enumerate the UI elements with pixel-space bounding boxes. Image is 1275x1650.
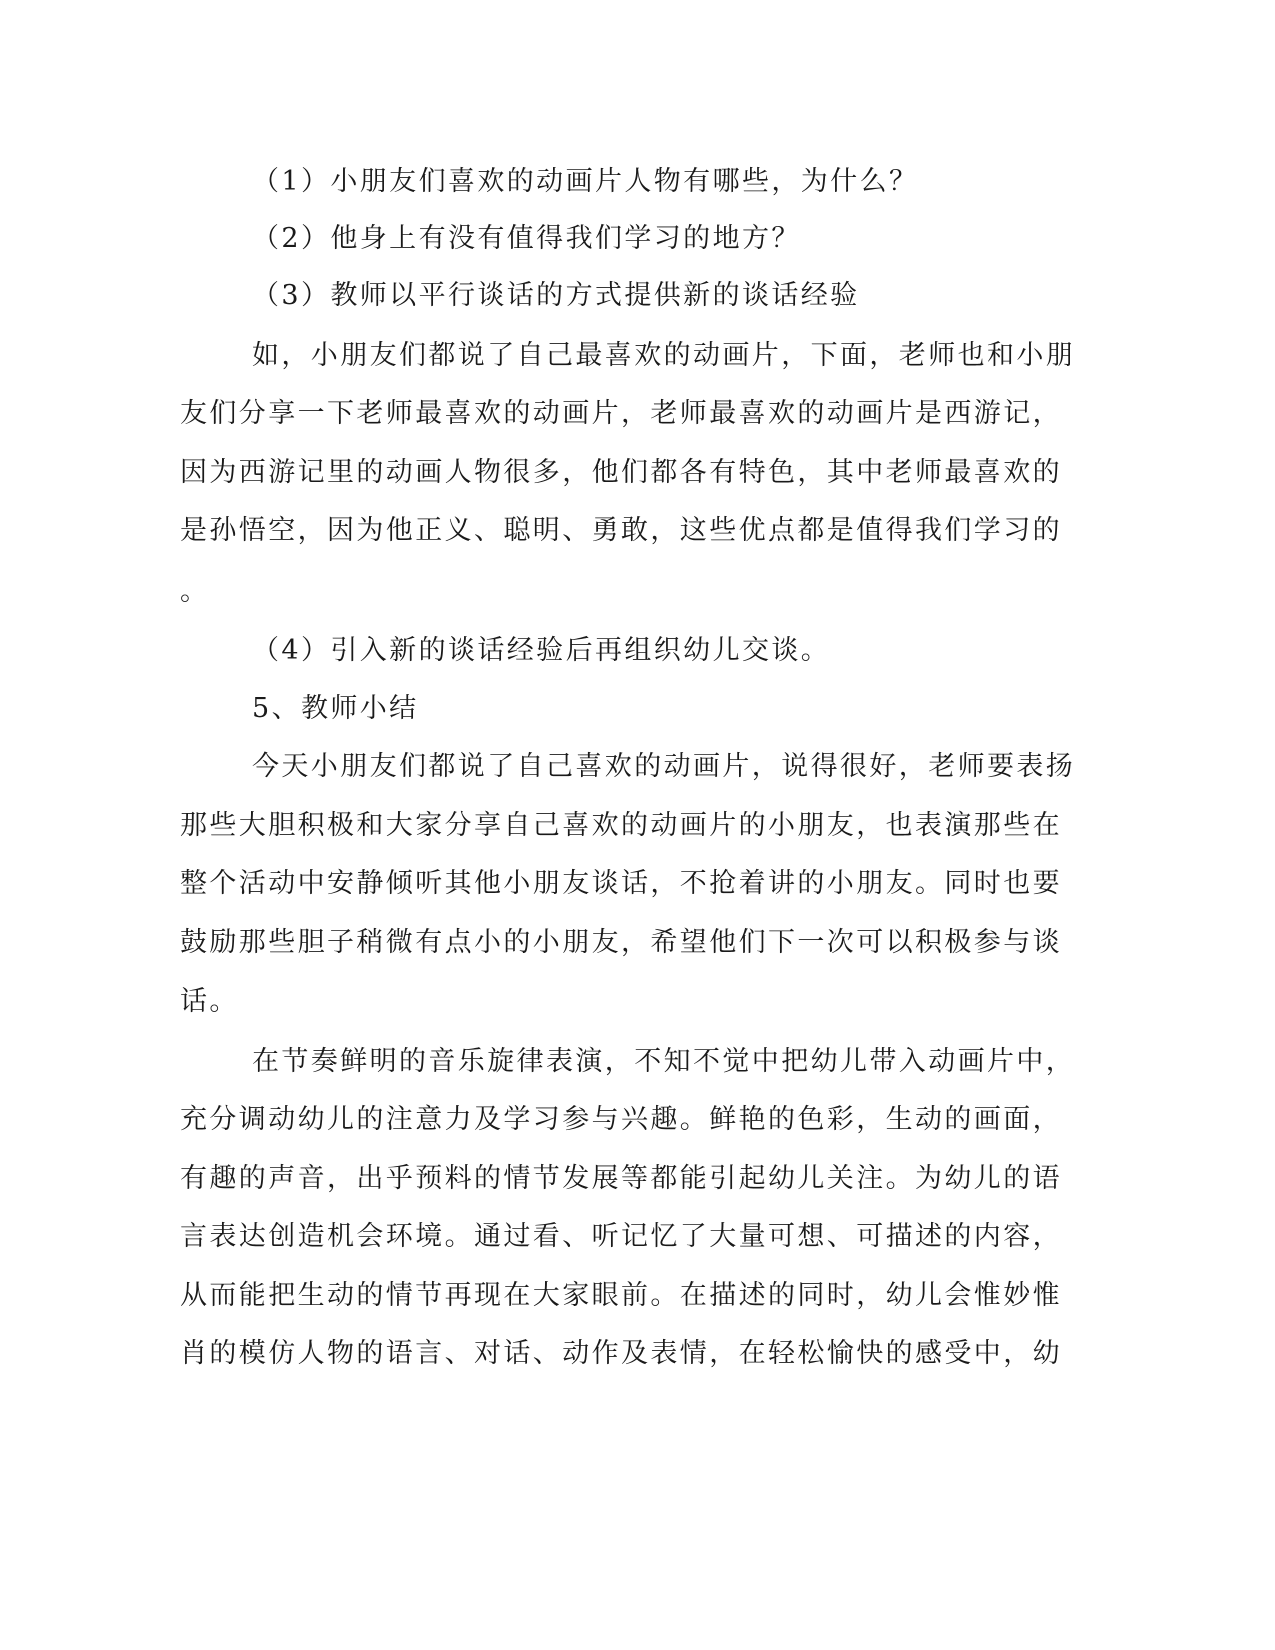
text-line: 肖的模仿人物的语言、对话、动作及表情，在轻松愉快的感受中，幼 [180,1338,1062,1369]
text-line: 如，小朋友们都说了自己最喜欢的动画片，下面，老师也和小朋 [252,340,1076,371]
text-line: 在节奏鲜明的音乐旋律表演，不知不觉中把幼儿带入动画片中， [252,1046,1076,1077]
text-line: 今天小朋友们都说了自己喜欢的动画片，说得很好，老师要表扬 [252,751,1076,782]
text-line: 有趣的声音，出乎预料的情节发展等都能引起幼儿关注。为幼儿的语 [180,1163,1062,1194]
text-line: 因为西游记里的动画人物很多，他们都各有特色，其中老师最喜欢的 [180,457,1062,488]
text-line-question-4: （4）引入新的谈话经验后再组织幼儿交谈。 [252,635,831,666]
text-line-question-3: （3）教师以平行谈话的方式提供新的谈话经验 [252,280,860,311]
text-line: 充分调动幼儿的注意力及学习参与兴趣。鲜艳的色彩，生动的画面， [180,1104,1062,1135]
text-line-question-2: （2）他身上有没有值得我们学习的地方？ [252,223,801,254]
text-line: 言表达创造机会环境。通过看、听记忆了大量可想、可描述的内容， [180,1221,1062,1252]
text-line: 从而能把生动的情节再现在大家眼前。在描述的同时，幼儿会惟妙惟 [180,1280,1062,1311]
text-line: 是孙悟空，因为他正义、聪明、勇敢，这些优点都是值得我们学习的 [180,515,1062,546]
text-line: 整个活动中安静倾听其他小朋友谈话，不抢着讲的小朋友。同时也要 [180,868,1062,899]
text-line-question-1: （1）小朋友们喜欢的动画片人物有哪些，为什么？ [252,166,919,197]
text-line: 。 [180,576,210,607]
text-line: 话。 [180,986,239,1017]
text-line: 那些大胆积极和大家分享自己喜欢的动画片的小朋友，也表演那些在 [180,810,1062,841]
text-line: 友们分享一下老师最喜欢的动画片，老师最喜欢的动画片是西游记， [180,398,1062,429]
text-line: 鼓励那些胆子稍微有点小的小朋友，希望他们下一次可以积极参与谈 [180,927,1062,958]
section-heading: 5、教师小结 [252,693,419,724]
